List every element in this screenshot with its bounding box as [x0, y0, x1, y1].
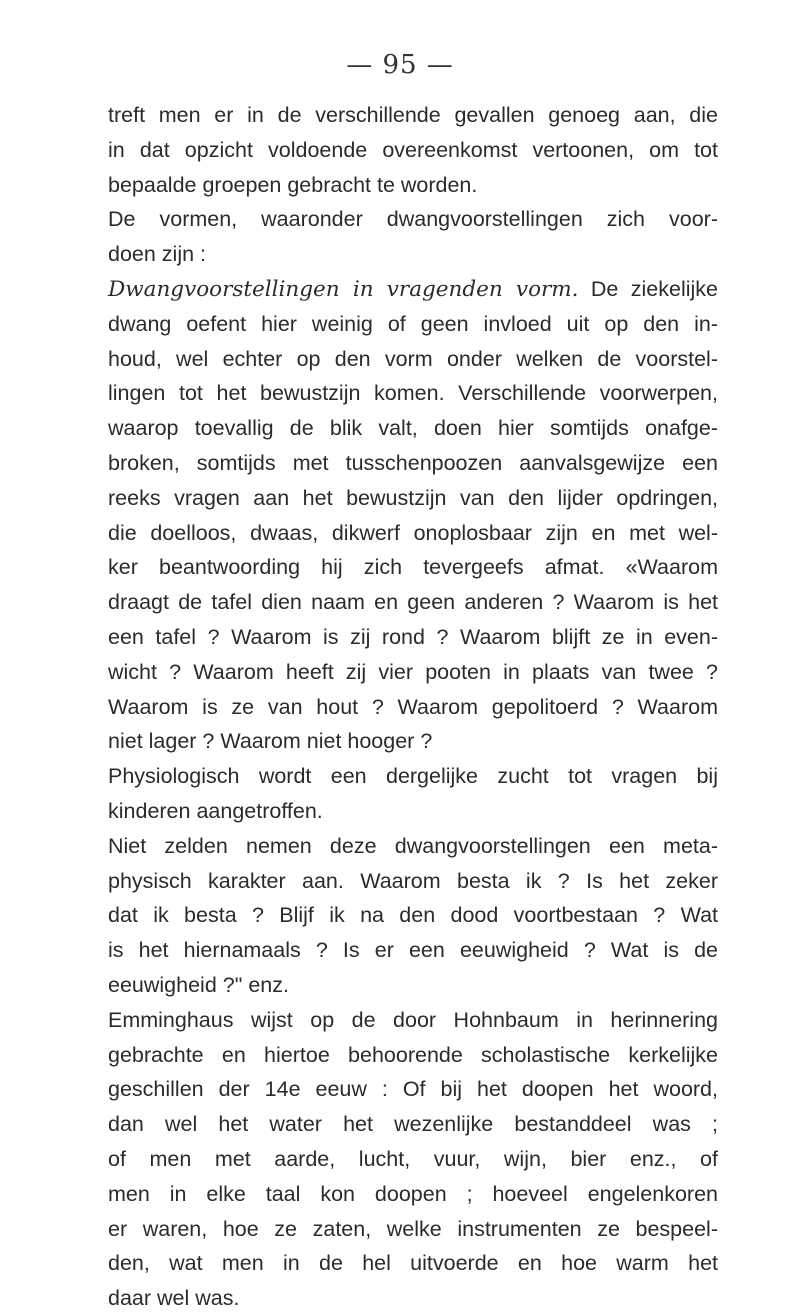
text-line: physisch karakter aan. Waarom besta ik ? Is het zeker	[108, 868, 718, 893]
text-line: in dat opzicht voldoende overeenkomst vertoonen, om tot	[108, 137, 718, 162]
text-line: die doelloos, dwaas, dikwerf onoplosbaar zijn en met wel-	[108, 520, 718, 545]
text-line: of men met aarde, lucht, vuur, wijn, bier enz., of	[108, 1146, 718, 1171]
text-line: Emminghaus wijst op de door Hohnbaum in herinnering	[108, 1007, 718, 1032]
text-line: treft men er in de verschillende gevallen genoeg aan, die	[108, 103, 718, 127]
text-line: draagt de tafel dien naam en geen anderen ? Waarom is het	[108, 590, 718, 615]
text-line: Physiologisch wordt een dergelijke zucht tot vragen bij	[108, 764, 718, 789]
text-line: wicht ? Waarom heeft zij vier pooten in plaats van twee ?	[108, 659, 718, 684]
text-line: niet lager ? Waarom niet hooger ?	[108, 729, 433, 754]
text-line: is het hiernamaals ? Is er een eeuwigheid ? Wat is de	[108, 938, 718, 963]
text-line: ker beantwoording hij zich tevergeefs afmat. «Waarom	[108, 555, 718, 580]
text-line: lingen tot het bewustzijn komen. Verschillende voorwerpen,	[108, 381, 718, 406]
text-line: broken, somtijds met tusschenpoozen aanvalsgewijze een	[108, 450, 718, 475]
italic-heading: Dwangvoorstellingen in vragenden vorm.	[108, 276, 579, 302]
text-line: gebrachte en hiertoe behoorende scholastische kerkelijke	[108, 1042, 718, 1067]
text-line: eeuwigheid ?" enz.	[108, 972, 289, 997]
text-line: kinderen aangetroffen.	[108, 798, 323, 823]
text-line	[108, 272, 718, 307]
body-text	[108, 98, 718, 1316]
text-line: dat ik besta ? Blijf ik na den dood voortbestaan ? Wat	[108, 903, 718, 928]
text-line: waarop toevallig de blik valt, doen hier somtijds onafge-	[108, 416, 718, 441]
text-line: dan wel het water het wezenlijke bestanddeel was ;	[108, 1112, 718, 1137]
text-line: Waarom is ze van hout ? Waarom gepolitoerd ? Waarom	[108, 694, 718, 719]
text-line: doen zijn :	[108, 242, 207, 267]
text-line: De vormen, waaronder dwangvoorstellingen zich voor-	[108, 207, 718, 232]
text-line: daar wel was.	[108, 1286, 240, 1311]
text-line: een tafel ? Waarom is zij rond ? Waarom blijft ze in even-	[108, 624, 718, 649]
text-line: den, wat men in de hel uitvoerde en hoe warm het	[108, 1251, 718, 1276]
text-run: De ziekelijke	[578, 276, 718, 301]
text-line: bepaalde groepen gebracht te worden.	[108, 172, 478, 197]
text-line: dwang oefent hier weinig of geen invloed uit op den in-	[108, 311, 718, 336]
text-line: geschillen der 14e eeuw : Of bij het doopen het woord,	[108, 1077, 718, 1102]
text-line: houd, wel echter op den vorm onder welken de voorstel-	[108, 346, 718, 371]
page-number: — 95 —	[346, 50, 454, 80]
text-line: er waren, hoe ze zaten, welke instrumenten ze bespeel-	[108, 1216, 718, 1241]
text-line: Niet zelden nemen deze dwangvoorstellingen een meta-	[108, 833, 718, 858]
text-line: reeks vragen aan het bewustzijn van den lijder opdringen,	[108, 485, 718, 510]
text-line: men in elke taal kon doopen ; hoeveel engelenkoren	[108, 1181, 718, 1206]
